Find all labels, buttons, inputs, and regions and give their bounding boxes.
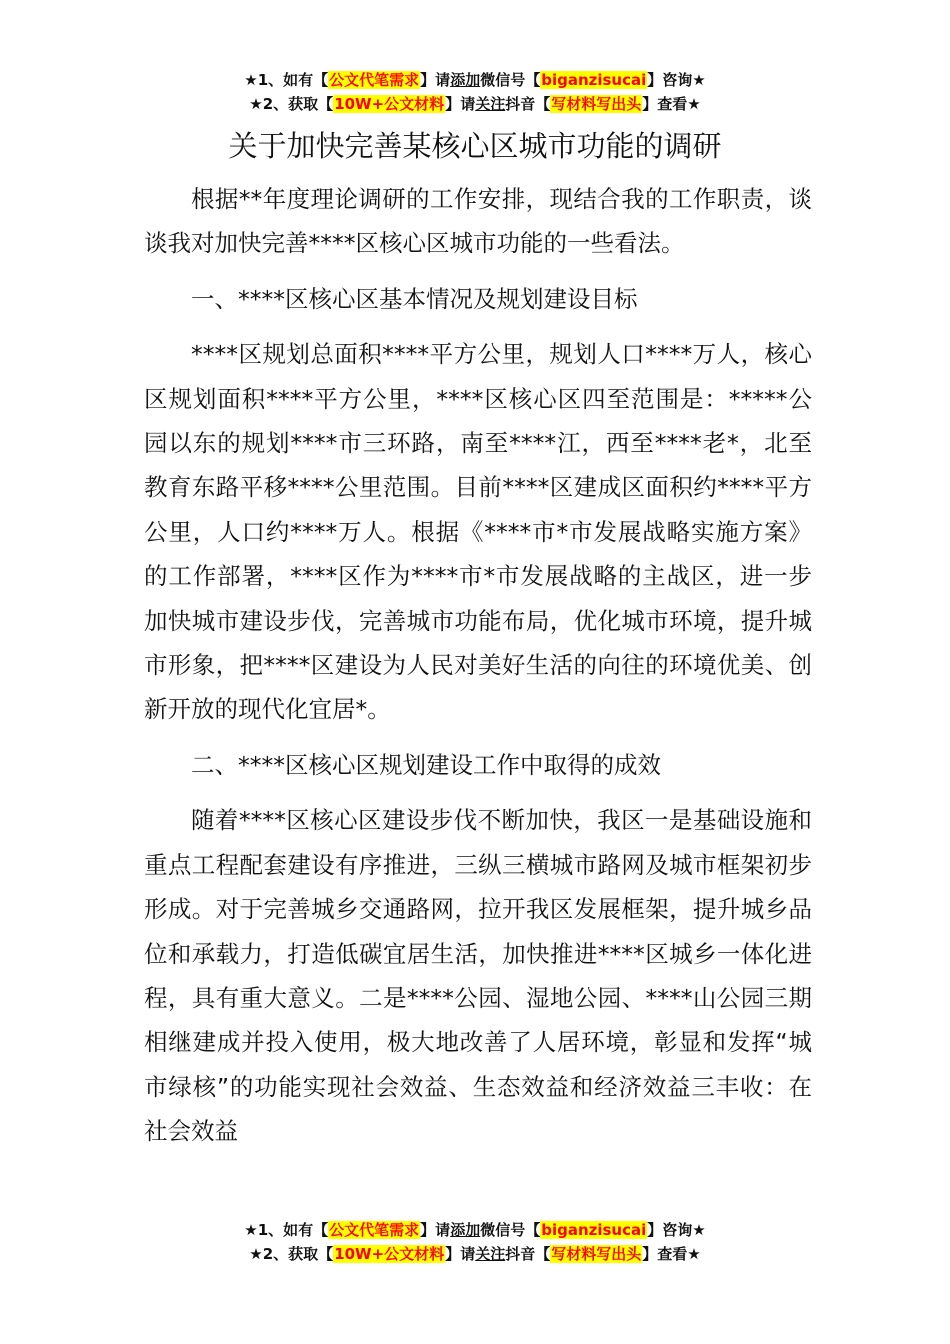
banner-text: ★2、获取【: [249, 1245, 334, 1263]
banner-text: 抖音【: [505, 1245, 551, 1263]
banner-text: 微信号【: [480, 1221, 541, 1239]
banner-text: 】请: [420, 71, 451, 89]
paragraph-basic-info: ****区规划总面积****平方公里，规划人口****万人，核心区规划面积****平方公里，****区核心区四至范围是：*****公园以东的规划****市三环路，南至****江，西至****老*，北至教育东路平移****公里范围。目前****区建成区面积约****平方公里，人口约****万人。根据《****市*市发展战略实施方案》的工作部署，****区作为****市*市发展战略的主战区，进一步加快城市建设步伐，完善城市功能布局，优化城市环境，提升城市形象，把****区建设为人民对美好生活的向往的环境优美、创新开放的现代化宜居*。: [144, 340, 812, 724]
banner-underlined-text: 添加: [450, 71, 481, 89]
section-heading-1: 一、****区核心区基本情况及规划建设目标: [191, 284, 638, 313]
section-heading-2: 二、****区核心区规划建设工作中取得的成效: [191, 750, 661, 779]
banner-text: 】请: [445, 1245, 476, 1263]
banner-line-1: [0, 68, 950, 92]
banner-text: 】请: [420, 1221, 451, 1239]
banner-line-2: [0, 92, 950, 116]
banner-line-1: [0, 1218, 950, 1242]
banner-text: 抖音【: [505, 95, 551, 113]
paragraph-intro: 根据**年度理论调研的工作安排，现结合我的工作职责，谈谈我对加快完善****区核心区城市功能的一些看法。: [144, 185, 812, 258]
banner-highlight: biganzisucai: [541, 1221, 647, 1239]
banner-highlight: 10W+公文材料: [334, 95, 445, 113]
banner-highlight: 写材料写出头: [551, 95, 642, 113]
banner-text: 】查看★: [642, 1245, 701, 1263]
banner-highlight: 写材料写出头: [551, 1245, 642, 1263]
banner-underlined-text: 关注: [475, 95, 506, 113]
banner-line-2: [0, 1242, 950, 1266]
banner-text: ★1、如有【: [244, 71, 329, 89]
banner-highlight: biganzisucai: [541, 71, 647, 89]
document-body: [144, 177, 812, 1165]
banner-text: 】请: [445, 95, 476, 113]
banner-text: ★1、如有【: [244, 1221, 329, 1239]
paragraph-achievements: 随着****区核心区建设步伐不断加快，我区一是基础设施和重点工程配套建设有序推进，三纵三横城市路网及城市框架初步形成。对于完善城乡交通路网，拉开我区发展框架，提升城乡品位和承载力，打造低碳宜居生活，加快推进****区城乡一体化进程，具有重大意义。二是****公园、湿地公园、****山公园三期相继建成并投入使用，极大地改善了人居环境，彰显和发挥“城市绿核”的功能实现社会效益、生态效益和经济效益三丰收：在社会效益: [144, 806, 812, 1146]
banner-text: 微信号【: [480, 71, 541, 89]
banner-highlight: 公文代笔需求: [329, 1221, 420, 1239]
banner-text: 】咨询★: [647, 71, 706, 89]
banner-text: 】查看★: [642, 95, 701, 113]
banner-text: ★2、获取【: [249, 95, 334, 113]
banner-underlined-text: 关注: [475, 1245, 506, 1263]
banner-underlined-text: 添加: [450, 1221, 481, 1239]
header-banner: [0, 68, 950, 116]
banner-highlight: 公文代笔需求: [329, 71, 420, 89]
document-title: 关于加快完善某核心区城市功能的调研: [228, 129, 722, 163]
banner-highlight: 10W+公文材料: [334, 1245, 445, 1263]
footer-banner: [0, 1218, 950, 1266]
banner-text: 】咨询★: [647, 1221, 706, 1239]
